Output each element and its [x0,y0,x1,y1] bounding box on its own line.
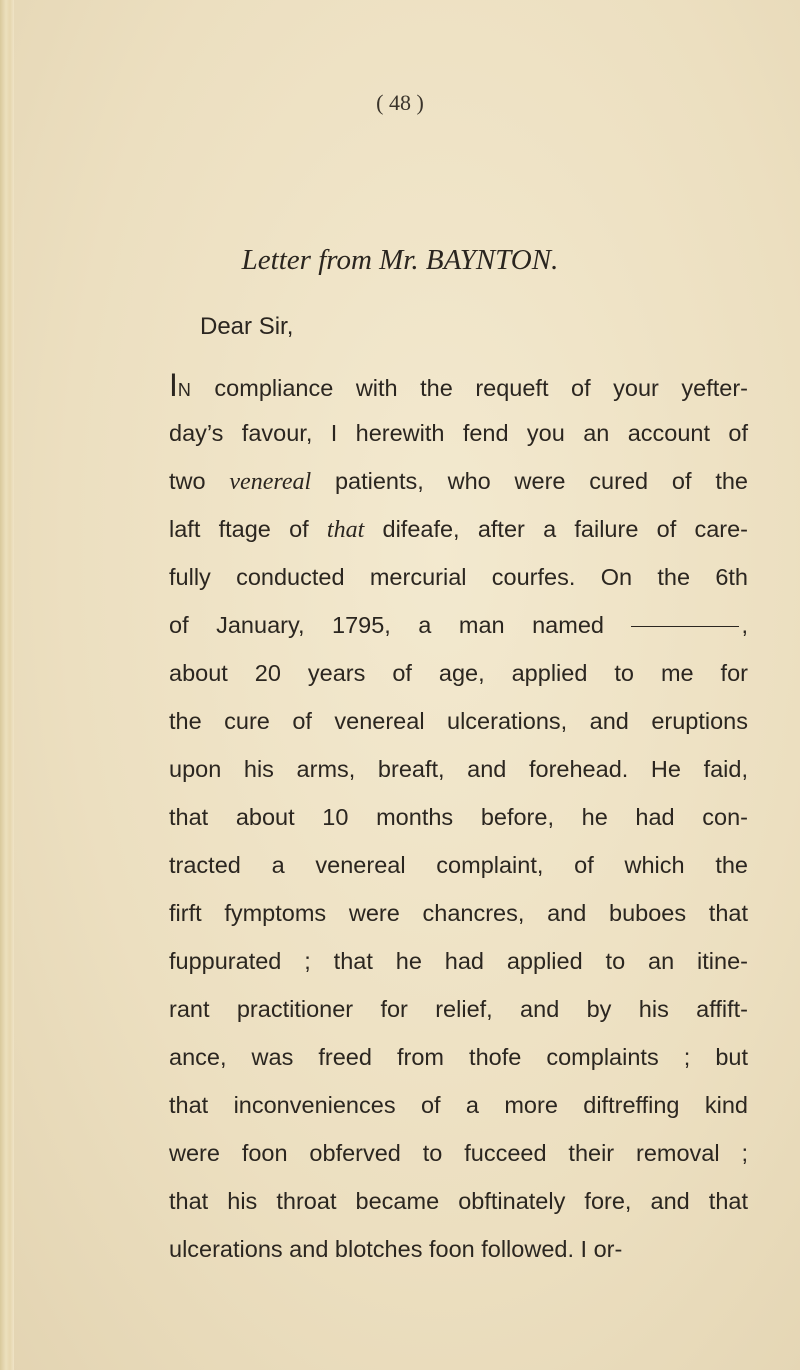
body-line: that about 10 months before, he had con- [169,804,748,830]
line-text: laft ftage of [169,516,327,542]
line-text: compliance with the requeft of your yefter- [191,375,748,401]
body-line: about 20 years of age, applied to me for [169,660,748,686]
letter-heading: Letter from Mr. BAYNTON. [241,244,559,276]
body-line [169,361,748,409]
page-gutter-edge [0,0,14,1370]
body-line: rant practitioner for relief, and by his affift- [169,996,748,1022]
italic-word: that [326,517,365,543]
body-line: ulcerations and blotches foon followed. I or- [169,1236,623,1262]
page-number: ( 48 ) [376,90,424,115]
line-text: of January, 1795, a man named [169,612,632,638]
body-line: tracted a venereal complaint, of which the [169,852,748,878]
body-line [169,505,748,553]
body-line [169,457,748,505]
body-line: fully conducted mercurial courfes. On the 6th [169,564,748,590]
letter-body [169,361,748,1273]
salutation: Dear Sir, [200,313,294,340]
body-line: firft fymptoms were chancres, and buboes that [169,900,748,926]
line-text: patients, who were cured of the [311,468,749,494]
body-line: the cure of venereal ulcerations, and eruptions [169,708,748,734]
line-text: difeafe, after a failure of care- [364,516,748,542]
italic-word: venereal [229,469,312,495]
body-line: ance, was freed from thofe complaints ; but [169,1044,748,1070]
name-omitted-dash [631,626,739,627]
body-line: upon his arms, breaft, and forehead. He faid, [169,756,748,782]
body-line: that inconveniences of a more diftreffing kind [169,1092,748,1118]
small-caps: N [177,380,192,400]
body-line: day’s favour, I herewith fend you an account of [169,420,748,446]
line-text: two [169,468,230,494]
body-line [169,601,748,649]
body-line: that his throat became obftinately fore, and that [169,1188,748,1214]
drop-cap: I [169,367,178,403]
body-line: were foon obferved to fucceed their removal ; [169,1140,748,1166]
line-text: , [741,612,748,638]
body-line: fuppurated ; that he had applied to an itine- [169,948,748,974]
